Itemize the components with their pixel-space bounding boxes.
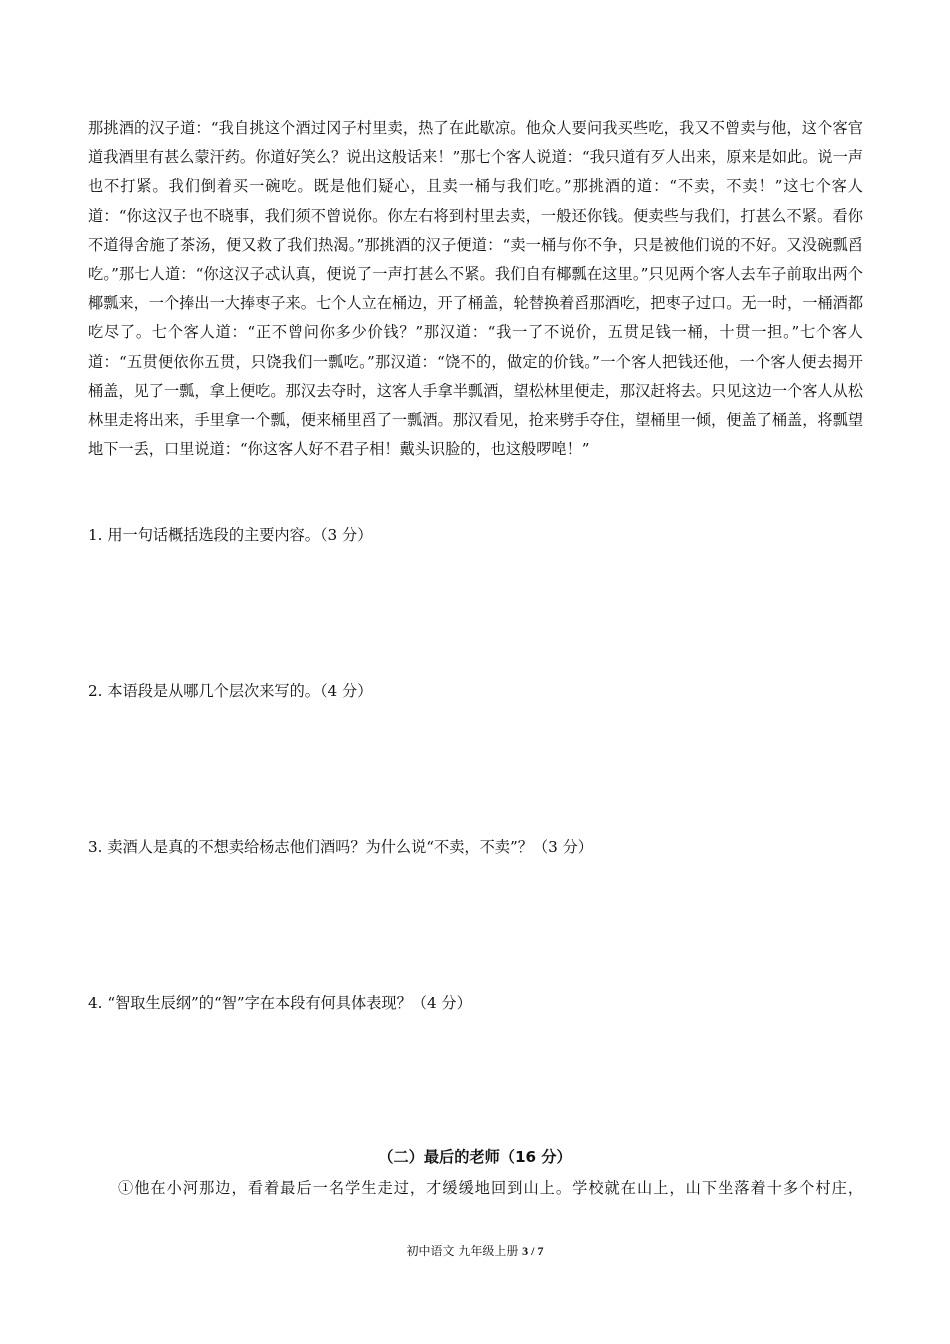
section-paragraph-1: ①他在小河那边，看着最后一名学生走过，才缓缓地回到山上。学校就在山上，山下坐落着十多个村庄，	[118, 1179, 863, 1197]
question-2: 2. 本语段是从哪几个层次来写的。（4 分）	[88, 682, 373, 700]
footer-course-label: 初中语文 九年级上册	[406, 1244, 523, 1258]
question-3: 3. 卖酒人是真的不想卖给杨志他们酒吗？为什么说“不卖，不卖”？（3 分）	[88, 838, 593, 856]
page-footer	[0, 1243, 950, 1259]
question-4: 4. “智取生辰纲”的“智”字在本段有何具体表现？（4 分）	[88, 994, 472, 1012]
question-1: 1. 用一句话概括选段的主要内容。（3 分）	[88, 526, 373, 544]
reading-passage: 那挑酒的汉子道：“我自挑这个酒过冈子村里卖，热了在此歇凉。他众人要问我买些吃，我又不曾卖与他，这个客官道我酒里有甚么蒙汗药。你道好笑么？说出这般话来！”那七个客人说道：“我只道有歹人出来，原来是如此。说一声也不打紧。我们倒着买一碗吃。既是他们疑心，且卖一桶与我们吃。”那挑酒的道：“不卖，不卖！”这七个客人道：“你这汉子也不晓事，我们须不曾说你。你左右将到村里去卖，一般还你钱。便卖些与我们，打甚么不紧。看你不道得舍施了茶汤，便又救了我们热渴。”那挑酒的汉子便道：“卖一桶与你不争，只是被他们说的不好。又没碗瓢舀吃。”那七人道：“你这汉子忒认真，便说了一声打甚么不紧。我们自有椰瓢在这里。”只见两个客人去车子前取出两个椰瓢来，一个捧出一大捧枣子来。七个人立在桶边，开了桶盖，轮替换着舀那酒吃，把枣子过口。无一时，一桶酒都吃尽了。七个客人道：“正不曾问你多少价钱？”那汉道：“我一了不说价，五贯足钱一桶，十贯一担。”七个客人道：“五贯便依你五贯，只饶我们一瓢吃。”那汉道：“饶不的，做定的价钱。”一个客人把钱还他，一个客人便去揭开桶盖，见了一瓢，拿上便吃。那汉去夺时，这客人手拿半瓢酒，望松林里便走，那汉赶将去。只见这边一个客人从松林里走将出来，手里拿一个瓢，便来桶里舀了一瓢酒。那汉看见，抢来劈手夺住，望桶里一倾，便盖了桶盖，将瓢望地下一丢，口里说道：“你这客人好不君子相！戴头识脸的，也这般啰唣！”	[88, 119, 863, 459]
page-number: 3 / 7	[522, 1244, 544, 1258]
section-title: （二）最后的老师（16 分）	[378, 1148, 572, 1166]
